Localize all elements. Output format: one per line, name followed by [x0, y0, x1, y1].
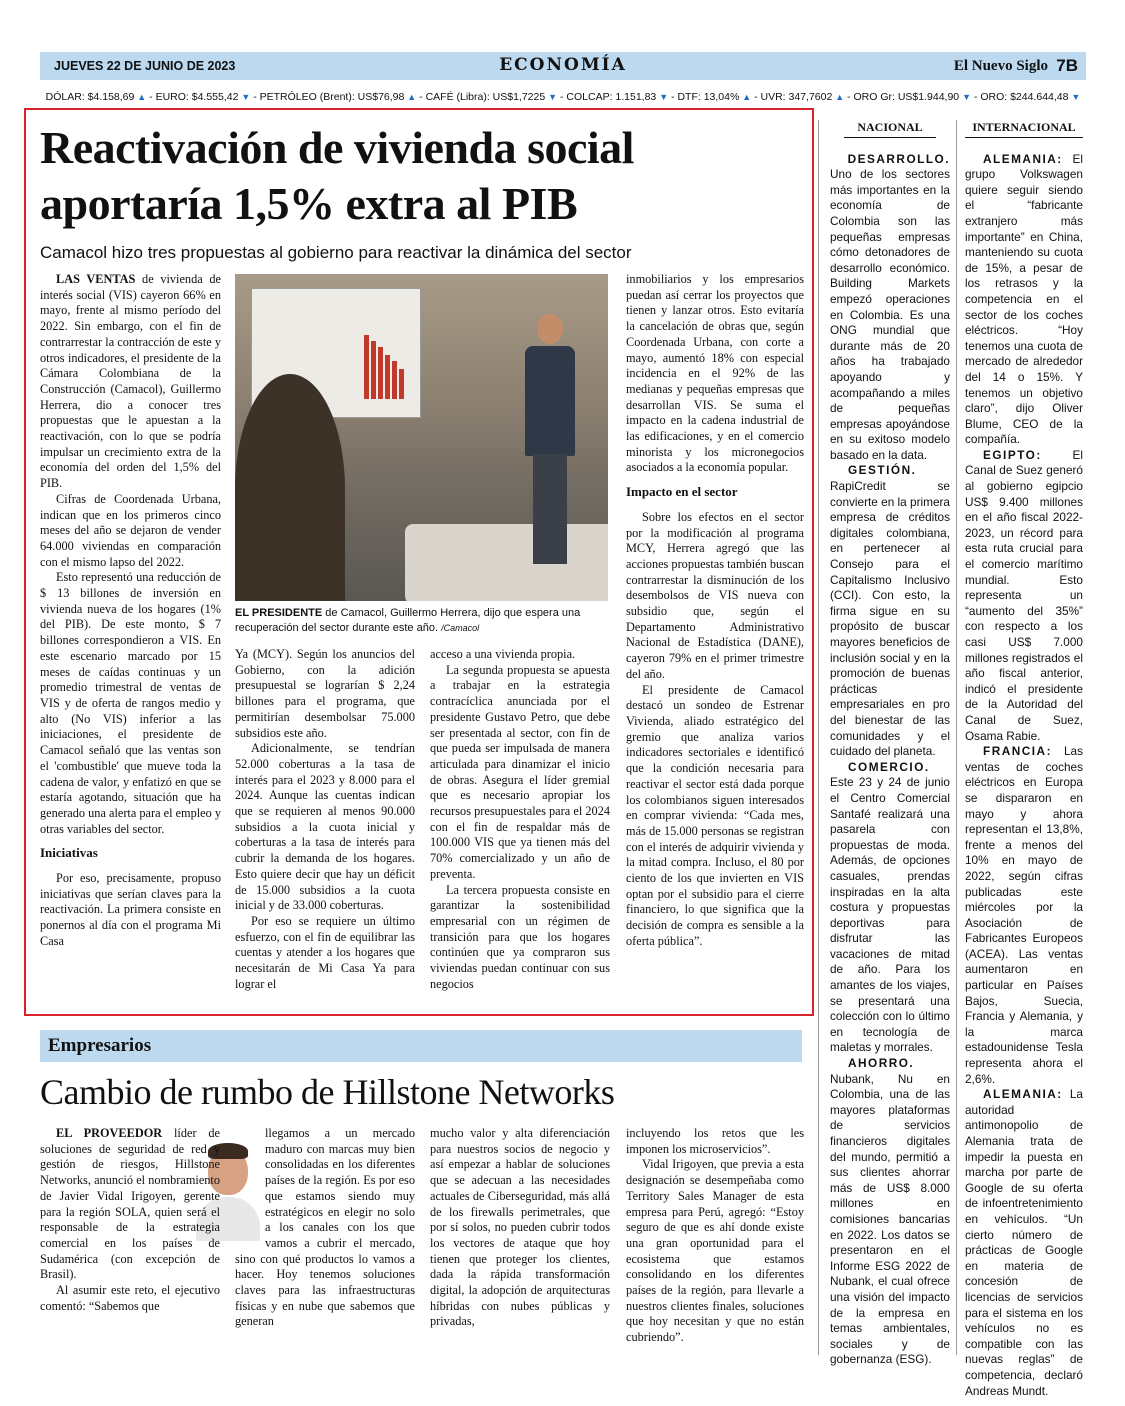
- article-subheadline: Camacol hizo tres propuestas al gobierno para reactivar la dinámica del sector: [40, 243, 632, 262]
- paragraph: Ya (MCY). Según los anuncios del Gobierno, con la adición presupuestal se lograrían $ 2,24 billones para el programa, que permitirían desembolsar 75.000 subsidios este año.: [235, 647, 415, 740]
- news-brief: ALEMANIA: El grupo Volkswagen quiere seguir siendo el “fabricante extranjero más importante” en China, manteniendo su cuota de 15%, a pesar de los retrasos y la competencia en el sector de los coches eléctricos. “Hoy tenemos una cuota de mercado de alrededor del 14 o 15%. Y tenemos un objetivo claro”, dijo Oliver Blume, CEO de la compañía.: [965, 151, 1083, 447]
- paragraph: llegamos a un mercado maduro con marcas muy bien consolidadas en los diferentes países de la región. Es por eso que estamos siendo muy estratégicos en elegir no solo a los canales con los que vamos a cubrir el mercado, sino con qué productos lo vamos a hacer. Hoy tenemos soluciones claves para las infraestructuras físicas y en nube que sabemos que generan: [235, 1126, 415, 1329]
- paragraph: Por eso, precisamente, propuso iniciativas que serían claves para la reactivación. La primera consiste en ponernos al día con el programa Mi Casa: [40, 871, 221, 948]
- news-brief: COMERCIO. Este 23 y 24 de junio el Centro Comercial Santafé realizará una pasarela con propuestas de moda. Además, de opciones casuales, prendas inspiradas en la alta costura y propuestas deportivas para disfrutar las vacaciones de mitad de año. Para los amantes de los viajes, se presentará una colección con lo último en tecnología de maletas y morrales.: [830, 759, 950, 1055]
- ticker-item: COLCAP: 1.151,83 ▼ -: [566, 91, 678, 103]
- article-column-1: [40, 272, 221, 950]
- ticker-item: ORO Gr: US$1.944,90 ▼ -: [853, 91, 981, 103]
- caption-text: de Camacol, Guillermo Herrera, dijo que espera una recuperación del sector durante este año.: [235, 607, 581, 634]
- page-number: 7B: [1056, 56, 1078, 75]
- presenter: [525, 314, 575, 564]
- internacional-column: [965, 120, 1083, 1399]
- arrow-down-icon: ▼: [241, 92, 251, 102]
- paragraph: incluyendo los retos que les imponen los microservicios”.: [626, 1126, 804, 1156]
- section-band-label: Empresarios: [48, 1035, 152, 1056]
- paragraph: Cifras de Coordenada Urbana, indican que en los primeros cinco meses del año se dejaron de vender 64.000 viviendas en comparación con el mismo lapso del 2022.: [40, 491, 221, 569]
- paragraph: Por eso se requiere un último esfuerzo, con el fin de equilibrar las cuentas y atender a los hogares que necesitarán de Mi Casa Ya para lograr el: [235, 913, 415, 991]
- paragraph: inmobiliarios y los empresarios puedan así cerrar los proyectos que tienen y lanzar otros. Esto evitaría la cancelación de obras que, según Coordenada Urbana, con corte a mayo, aumentó 18% con especial incidencia en el 92% de las medianas y pequeñas empresas que desarrollan VIS. Se suma el impacto en la cadena industrial de las edificaciones, y en el comercio minorista y los micronegocios asociados a la economía popular.: [626, 272, 804, 475]
- arrow-up-icon: ▲: [835, 92, 845, 102]
- article-column-2: [235, 1126, 415, 1330]
- column-title: INTERNACIONAL: [965, 120, 1083, 138]
- arrow-down-icon: ▼: [548, 92, 558, 102]
- presenter-photo: [235, 274, 608, 601]
- ticker-item: UVR: 347,7602 ▲ -: [760, 91, 854, 103]
- ticker-item: EURO: $4.555,42 ▼ -: [155, 91, 260, 103]
- article-column-2: [235, 647, 415, 992]
- article-column-4: [626, 272, 804, 950]
- subheading: Iniciativas: [40, 845, 98, 861]
- arrow-down-icon: ▼: [659, 92, 669, 102]
- article-column-3: [430, 647, 610, 992]
- article-headline: Reactivación de vivienda social aportaría 1,5% extra al PIB: [40, 122, 634, 229]
- news-brief: EGIPTO: El Canal de Suez generó al gobierno egipcio US$ 9.400 millones en el año fiscal 2022-2023, un récord para esta ruta crucial para el comercio marítimo mundial. Esto representa un “aumento del 35%” con respecto a los casi US$ 7.000 millones registrados el año fiscal anterior, indicó el presidente de la Autoridad del Canal de Suez, Osama Rabie.: [965, 447, 1083, 743]
- newspaper-name: El Nuevo Siglo: [953, 58, 1048, 74]
- page-header: [40, 52, 1086, 80]
- column-title: NACIONAL: [844, 120, 936, 138]
- arrow-down-icon: ▼: [1071, 92, 1081, 102]
- news-brief: ALEMANIA: La autoridad antimonopolio de Alemania trata de impedir la puesta en marcha por parte de Google de su oferta de infoentretenimiento en vehículos. “Un cierto número de prácticas de Google en materia de concesión de licencias de servicios para el sistema en los vehículos no es compatible con las nuevas reglas” de competencia, declaró Andreas Mundt.: [965, 1087, 1083, 1398]
- article-headline: Cambio de rumbo de Hillstone Networks: [40, 1072, 615, 1112]
- news-brief: AHORRO. Nubank, Nu en Colombia, una de las mayores plataformas de servicios financieros digitales del mundo, permitió a sus clientes ahorrar más de US$ 8.000 millones en comisiones bancarias en 2022. Los datos se presentaron en el Informe ESG 2022 de Nubank, el cual ofrece una visión del impacto de la empresa en temas ambientales, sociales y de gobernanza (ESG).: [830, 1056, 950, 1367]
- paragraph: líder de soluciones de seguridad de red y gestión de riesgos, Hillstone Networks, anunció el nombramiento de Javier Vidal Irigoyen, gerente para la región SOLA, quien será el responsable de la estrategia comercial en los países de Sudamérica (con excepción de Brasil).: [40, 1126, 221, 1282]
- lead-word: EL PROVEEDOR: [56, 1126, 163, 1140]
- ticker-item: DÓLAR: $4.158,69 ▲ -: [45, 91, 156, 103]
- market-ticker: [40, 91, 1086, 103]
- photo-credit: /Camacol: [441, 622, 480, 633]
- arrow-up-icon: ▲: [742, 92, 752, 102]
- issue-date: JUEVES 22 DE JUNIO DE 2023: [54, 59, 236, 73]
- lead-word: LAS VENTAS: [56, 272, 136, 286]
- article-column-3: [430, 1126, 610, 1330]
- caption-lead: EL PRESIDENTE: [235, 607, 323, 619]
- paragraph: de vivienda de interés social (VIS) cayeron 66% en mayo, frente al mismo período del 2022. Sin embargo, con el fin de contrarrestar la contracción de este y otros indicadores, el presidente de la Cámara Colombiana de la Construcción (Camacol), Guillermo Herrera, dio a conocer tres propuestas que le apuestan a la reactivación, con lo que se podría impulsar un crecimiento extra de la economía del orden del 1,5% del PIB.: [40, 272, 221, 491]
- article-column-4: [626, 1126, 804, 1346]
- ticker-item: PETRÓLEO (Brent): US$76,98 ▲ -: [259, 91, 426, 103]
- paragraph: Vidal Irigoyen, que previa a esta designación se desempeñaba como Territory Sales Manager de esta empresa para Perú, agregó: “Estoy seguro de que es ahí donde existe una gran oportunidad para el ecosistema que estamos consolidando en los diferentes países de la región, para llevarle a nuestros clientes finales, soluciones que hoy necesitan y que no están cubriendo”.: [626, 1157, 804, 1345]
- paragraph: El presidente de Camacol destacó un sondeo de Estrenar Vivienda, aliado estratégico del gremio que analiza varios indicadores sectoriales e identificó que la condición necesaria para reactivar el sector está dada porque los colombianos siguen interesados en comprar vivienda: “Cada mes, más de 15.000 personas se registran con el interés de adquirir vivienda y la mitad compra. Incluso, el 80 por ciento de los que invierten en VIS optan por el subsidio para el cierre financiero, lo que significa que la decisión de compra es sensible a la oferta pública”.: [626, 682, 804, 948]
- news-brief: FRANCIA: Las ventas de coches eléctricos en Europa se dispararon en mayo y ahora representan el 13,8%, frente a menos del 10% en mayo de 2022, según cifras publicadas este miércoles por la Asociación de Fabricantes Europeos (ACEA). Las ventas aumentaron en particular en Países Bajos, Suecia, Francia y Alemania, y la marca estadounidense Tesla representa ahora el 2,6%.: [965, 744, 1083, 1086]
- paragraph: acceso a una vivienda propia.: [430, 647, 576, 661]
- news-brief: GESTIÓN. RapiCredit se convierte en la primera empresa de créditos digitales colombiana, en pertenecer al Consejo para el Capitalismo Inclusivo (CCI). Con esto, la firma sigue en su propósito de buscar mayores beneficios de inclusión social y en la promoción de buenas prácticas empresariales en pro del bienestar de las comunidades y el cuidado del planeta.: [830, 463, 950, 759]
- ticker-item: DTF: 13,04% ▲ -: [677, 91, 761, 103]
- paragraph: Al asumir este reto, el ejecutivo comentó: “Sabemos que: [40, 1283, 220, 1313]
- audience-member: [235, 374, 345, 601]
- arrow-up-icon: ▲: [407, 92, 417, 102]
- paragraph: La tercera propuesta consiste en garantizar la sostenibilidad empresarial con un régimen de transición para que los hogares continúen que ya compraron sus viviendas puedan continuar con sus negocios: [430, 882, 610, 991]
- paragraph: La segunda propuesta se apuesta a trabajar en la estrategia contracíclica anunciada por el presidente Gustavo Petro, que debe ser presentada al sector, con fin de que pueda ser impulsada de manera articulada para dinamizar el inicio de obras. Asegura el líder gremial que es necesario apropiar los recursos presupuestales para el 2024 con el fin de respaldar más de 100.000 VIS que ya tienen más del 70% comercializado y un año de preventa.: [430, 662, 610, 881]
- column-divider: [956, 120, 957, 1355]
- paragraph: Adicionalmente, se tendrían 52.000 coberturas a la tasa de interés para el 2023 y 8.000 para el 2024. Aunque las cuentas indican que se requieren al menos 90.000 subsidios a la cuota inicial y coberturas a la tasa de interés para cubrir la demanda de los hogares. Esto quiere decir que hay un déficit de 15.000 subsidios a la cuota inicial y de 33.000 coberturas.: [235, 741, 415, 913]
- section-band: [40, 1030, 802, 1062]
- section-title: ECONOMÍA: [499, 55, 627, 75]
- news-brief: DESARROLLO. Uno de los sectores más importantes en la economía de Colombia son las pequeñas empresas cómo detonadores de desarrollo económico. Building Markets empezó operaciones en Colombia. Es una ONG mundial que durante más de 20 años ha trabajado apoyando y acompañando a miles de pequeñas empresas apoyándose en su exitoso modelo basado en la data.: [830, 151, 950, 462]
- arrow-up-icon: ▲: [137, 92, 147, 102]
- nacional-column: [830, 120, 950, 1368]
- subheading: Impacto en el sector: [626, 484, 738, 500]
- photo-caption: [235, 606, 608, 635]
- arrow-down-icon: ▼: [962, 92, 971, 102]
- paragraph: Sobre los efectos en el sector por la modificación al programa MCY, Herrera agregó que las acciones propuestas también buscan contrarrestar la disminución de los desembolsos de VIS nueva con subsidio que, según el Departamento Administrativo Nacional de Estadística (DANE), cayeron 79% en el primer trimestre del año.: [626, 509, 804, 681]
- ticker-item: CAFÉ (Libra): US$1,7225 ▼ -: [425, 91, 567, 103]
- column-divider: [818, 120, 819, 1355]
- article-column-1: [40, 1126, 220, 1314]
- paragraph: Esto representó una reducción de $ 13 billones de inversión en vivienda nueva de los hogares (1% del PIB). De este monto, $ 7 billones correspondieron a VIS. En este escenario marcado por 15 meses de caídas continuas y un promedio trimestral de ventas de VIS y de oferta de rangos medio y alto (No VIS) inferior a las iniciaciones, el presidente de Camacol señaló que las ventas son el 'combustible' que mueve toda la cadena de valor, y enfatizó en que se estaría agotando, situación que ha generado una alerta para el empleo y otras variables del sector.: [40, 570, 221, 836]
- table: [405, 524, 608, 601]
- ticker-item: ORO: $244.644,48 ▼: [980, 91, 1081, 103]
- paragraph: mucho valor y alta diferenciación para nuestros socios de negocio y así empezar a hablar de soluciones que se adecuan a las necesidades actuales de Ciberseguridad, más allá de los firewalls perimetrales, que por sí solos, no pueden cubrir todos los vectores de ataque que hoy tienen que proteger los clientes, dada la rápida transformación digital, la adopción de arquitecturas híbridas con nubes públicas y privadas,: [430, 1126, 610, 1329]
